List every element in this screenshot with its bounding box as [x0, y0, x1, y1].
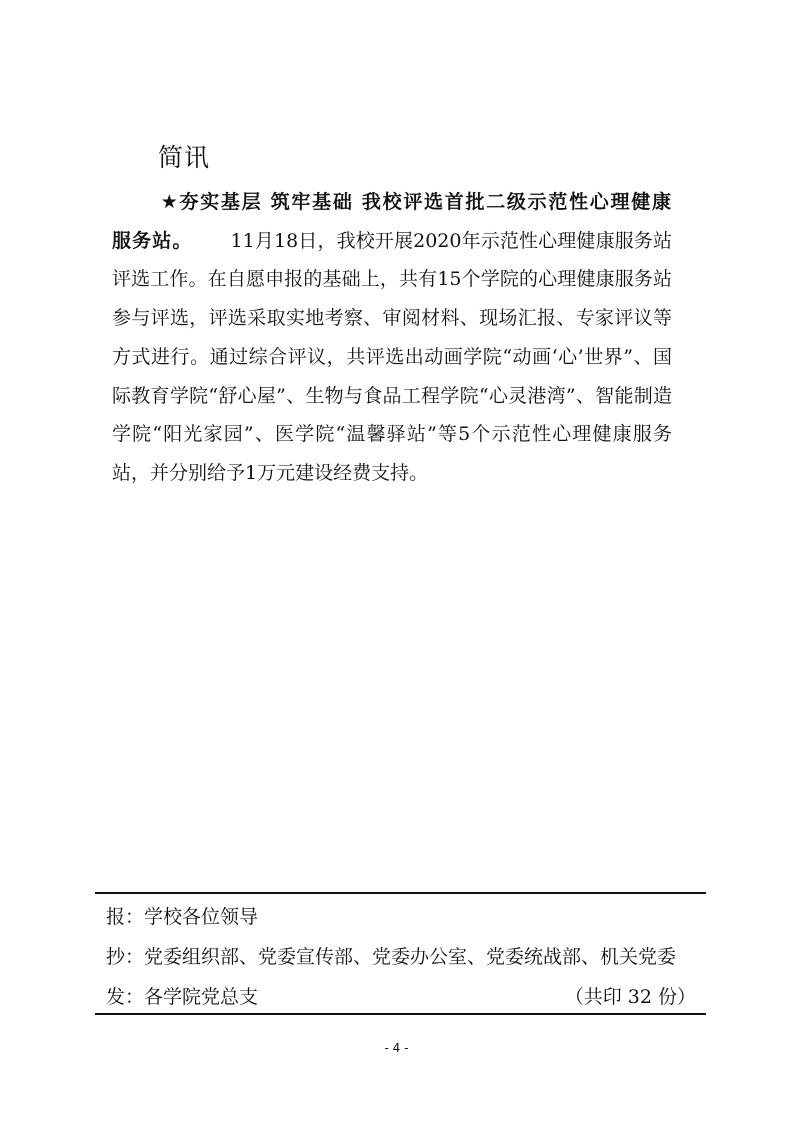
distribution-report-line [106, 903, 696, 931]
section-title: 简讯 [158, 143, 211, 172]
headline-part-2: 筑牢基础 [270, 191, 354, 213]
distribution-copy-line [106, 943, 696, 971]
send-recipients: 发：各学院党总支 [106, 986, 259, 1008]
star-icon: ★ [160, 191, 180, 213]
distribution-send-line [106, 983, 696, 1011]
page-number: - 4 - [384, 1041, 409, 1055]
distribution-top-rule [95, 892, 706, 894]
copy-recipients: 抄：党委组织部、党委宣传部、党委办公室、党委统战部、机关党委 [106, 946, 677, 968]
report-recipients: 报：学校各位领导 [106, 906, 259, 928]
headline-part-3: 我校评选首批二级示范性心理健康服务站。 [112, 191, 672, 252]
print-copies-count: （共印 32 份） [564, 986, 696, 1008]
news-body: 11月18日，我校开展2020年示范性心理健康服务站评选工作。在自愿申报的基础上，共有15个学院的心理健康服务站参与评选，评选采取实地考察、审阅材料、现场汇报、专家评议等方式进行。通过综合评议，共评选出动画学院“动画‘心’世界”、国际教育学院“舒心屋”、生物与食品工程学院“心灵港湾”、智能制造学院“阳光家园”、医学院“温馨驿站”等5个示范性心理健康服务站，并分别给予1万元建设经费支持。 [112, 229, 672, 484]
headline-part-1: 夯实基层 [179, 191, 263, 213]
news-article [112, 183, 672, 493]
distribution-bottom-rule [95, 1013, 706, 1015]
